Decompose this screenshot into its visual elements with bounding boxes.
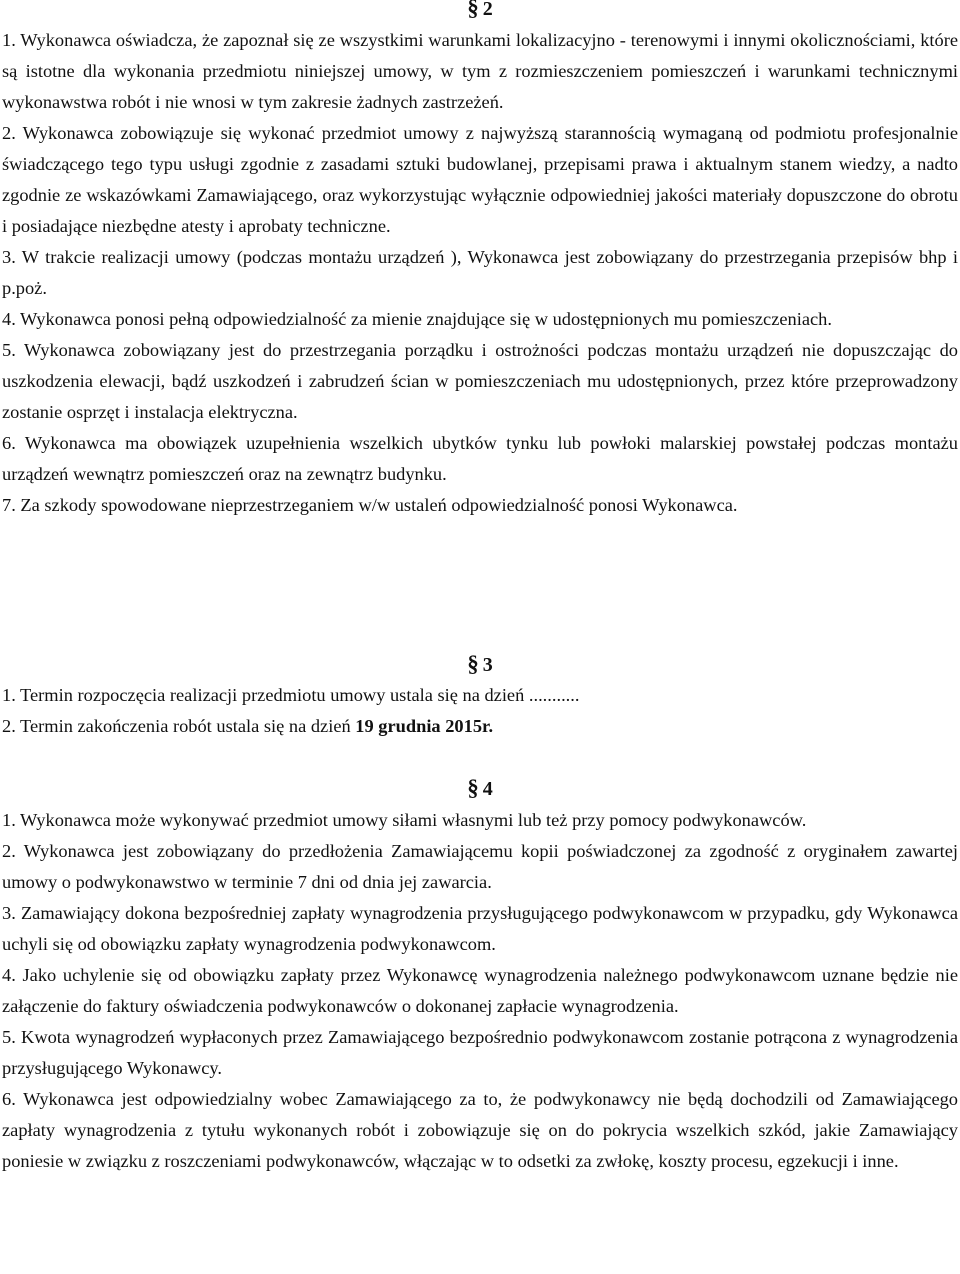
section-2 [0,0,960,515]
paragraph: 2. Wykonawca jest zobowiązany do przedłożenia Zamawiającemu kopii poświadczonej za zgodność z oryginałem zawartej umowy o podwykonawstwo w terminie 7 dni od dnia jej zawarcia. [2,841,958,892]
section-heading [0,0,960,19]
paragraph: 1. Termin rozpoczęcia realizacji przedmiotu umowy ustala się na dzień ........... [2,685,580,705]
paragraph: 4. Wykonawca ponosi pełną odpowiedzialność za mienie znajdujące się w udostępnionych mu pomieszczeniach. [2,309,832,329]
paragraph: 1. Wykonawca oświadcza, że zapoznał się ze wszystkimi warunkami lokalizacyjno - terenowymi i innymi okolicznościami, które są istotne dla wykonania przedmiotu niniejszej umowy, w tym z rozmieszczeniem pomieszczeń i warunkami technicznymi wykonawstwa robót i nie wnosi w tym zakresie żadnych zastrzeżeń. [2,30,958,112]
paragraph: 5. Kwota wynagrodzeń wypłaconych przez Zamawiającego bezpośrednio podwykonawcom zostanie potrącona z wynagrodzenia przysługującego Wykonawcy. [2,1027,958,1078]
section-mark: § [467,0,479,20]
end-date: 19 grudnia 2015r. [355,716,494,736]
paragraph: 5. Wykonawca zobowiązany jest do przestrzegania porządku i ostrożności podczas montażu urządzeń nie dopuszczając do uszkodzenia elewacji, bądź uszkodzeń i zabrudzeń ścian w pomieszczeniach mu udostępnionych, przez które przeprowadzony zostanie osprzęt i instalacja elektryczna. [2,340,958,422]
paragraph: 4. Jako uchylenie się od obowiązku zapłaty przez Wykonawcę wynagrodzenia należnego podwykonawcom uznane będzie nie załączenie do faktury oświadczenia podwykonawców o dokonanej zapłacie wynagrodzenia. [2,965,958,1016]
paragraph: 3. Zamawiający dokona bezpośredniej zapłaty wynagrodzenia przysługującego podwykonawcom w przypadku, gdy Wykonawca uchyli się od obowiązku zapłaty wynagrodzenia podwykonawcom. [2,903,958,954]
section-number: 2 [482,0,493,20]
section-number: 4 [482,778,493,800]
section-3 [0,651,960,736]
paragraph: 2. Wykonawca zobowiązuje się wykonać przedmiot umowy z najwyższą starannością wymaganą od podmiotu profesjonalnie świadczącego tego typu usługi zgodnie z zasadami sztuki budowlanej, przepisami prawa i aktualnym stanem wiedzy, a nadto zgodnie ze wskazówkami Zamawiającego, oraz wykorzystując wyłącznie odpowiedniej jakości materiały dopuszczone do obrotu i posiadające niezbędne atesty i aprobaty techniczne. [2,123,958,236]
paragraph-text: 2. Termin zakończenia robót ustala się na dzień [2,716,356,736]
section-mark: § [467,775,479,800]
paragraph: 6. Wykonawca ma obowiązek uzupełnienia wszelkich ubytków tynku lub powłoki malarskiej powstałej podczas montażu urządzeń wewnątrz pomieszczeń oraz na zewnątrz budynku. [2,433,958,484]
section-4 [0,775,960,1171]
paragraph: 1. Wykonawca może wykonywać przedmiot umowy siłami własnymi lub też przy pomocy podwykonawców. [2,810,807,830]
paragraph [0,711,960,742]
section-number: 3 [482,654,493,676]
paragraph: 7. Za szkody spowodowane nieprzestrzeganiem w/w ustaleń odpowiedzialność ponosi Wykonawca. [2,495,738,515]
section-heading [0,653,960,675]
paragraph: 6. Wykonawca jest odpowiedzialny wobec Zamawiającego za to, że podwykonawcy nie będą dochodzili od Zamawiającego zapłaty wynagrodzenia z tytułu wykonanych robót i zobowiązuje się on do pokrycia wszelkich szkód, jakie Zamawiający poniesie w związku z roszczeniami podwykonawców, włączając w to odsetki za zwłokę, koszty procesu, egzekucji i inne. [2,1089,958,1171]
section-heading [0,777,960,799]
paragraph: 3. W trakcie realizacji umowy (podczas montażu urządzeń ), Wykonawca jest zobowiązany do przestrzegania przepisów bhp i p.poż. [2,247,958,298]
section-mark: § [467,651,479,676]
